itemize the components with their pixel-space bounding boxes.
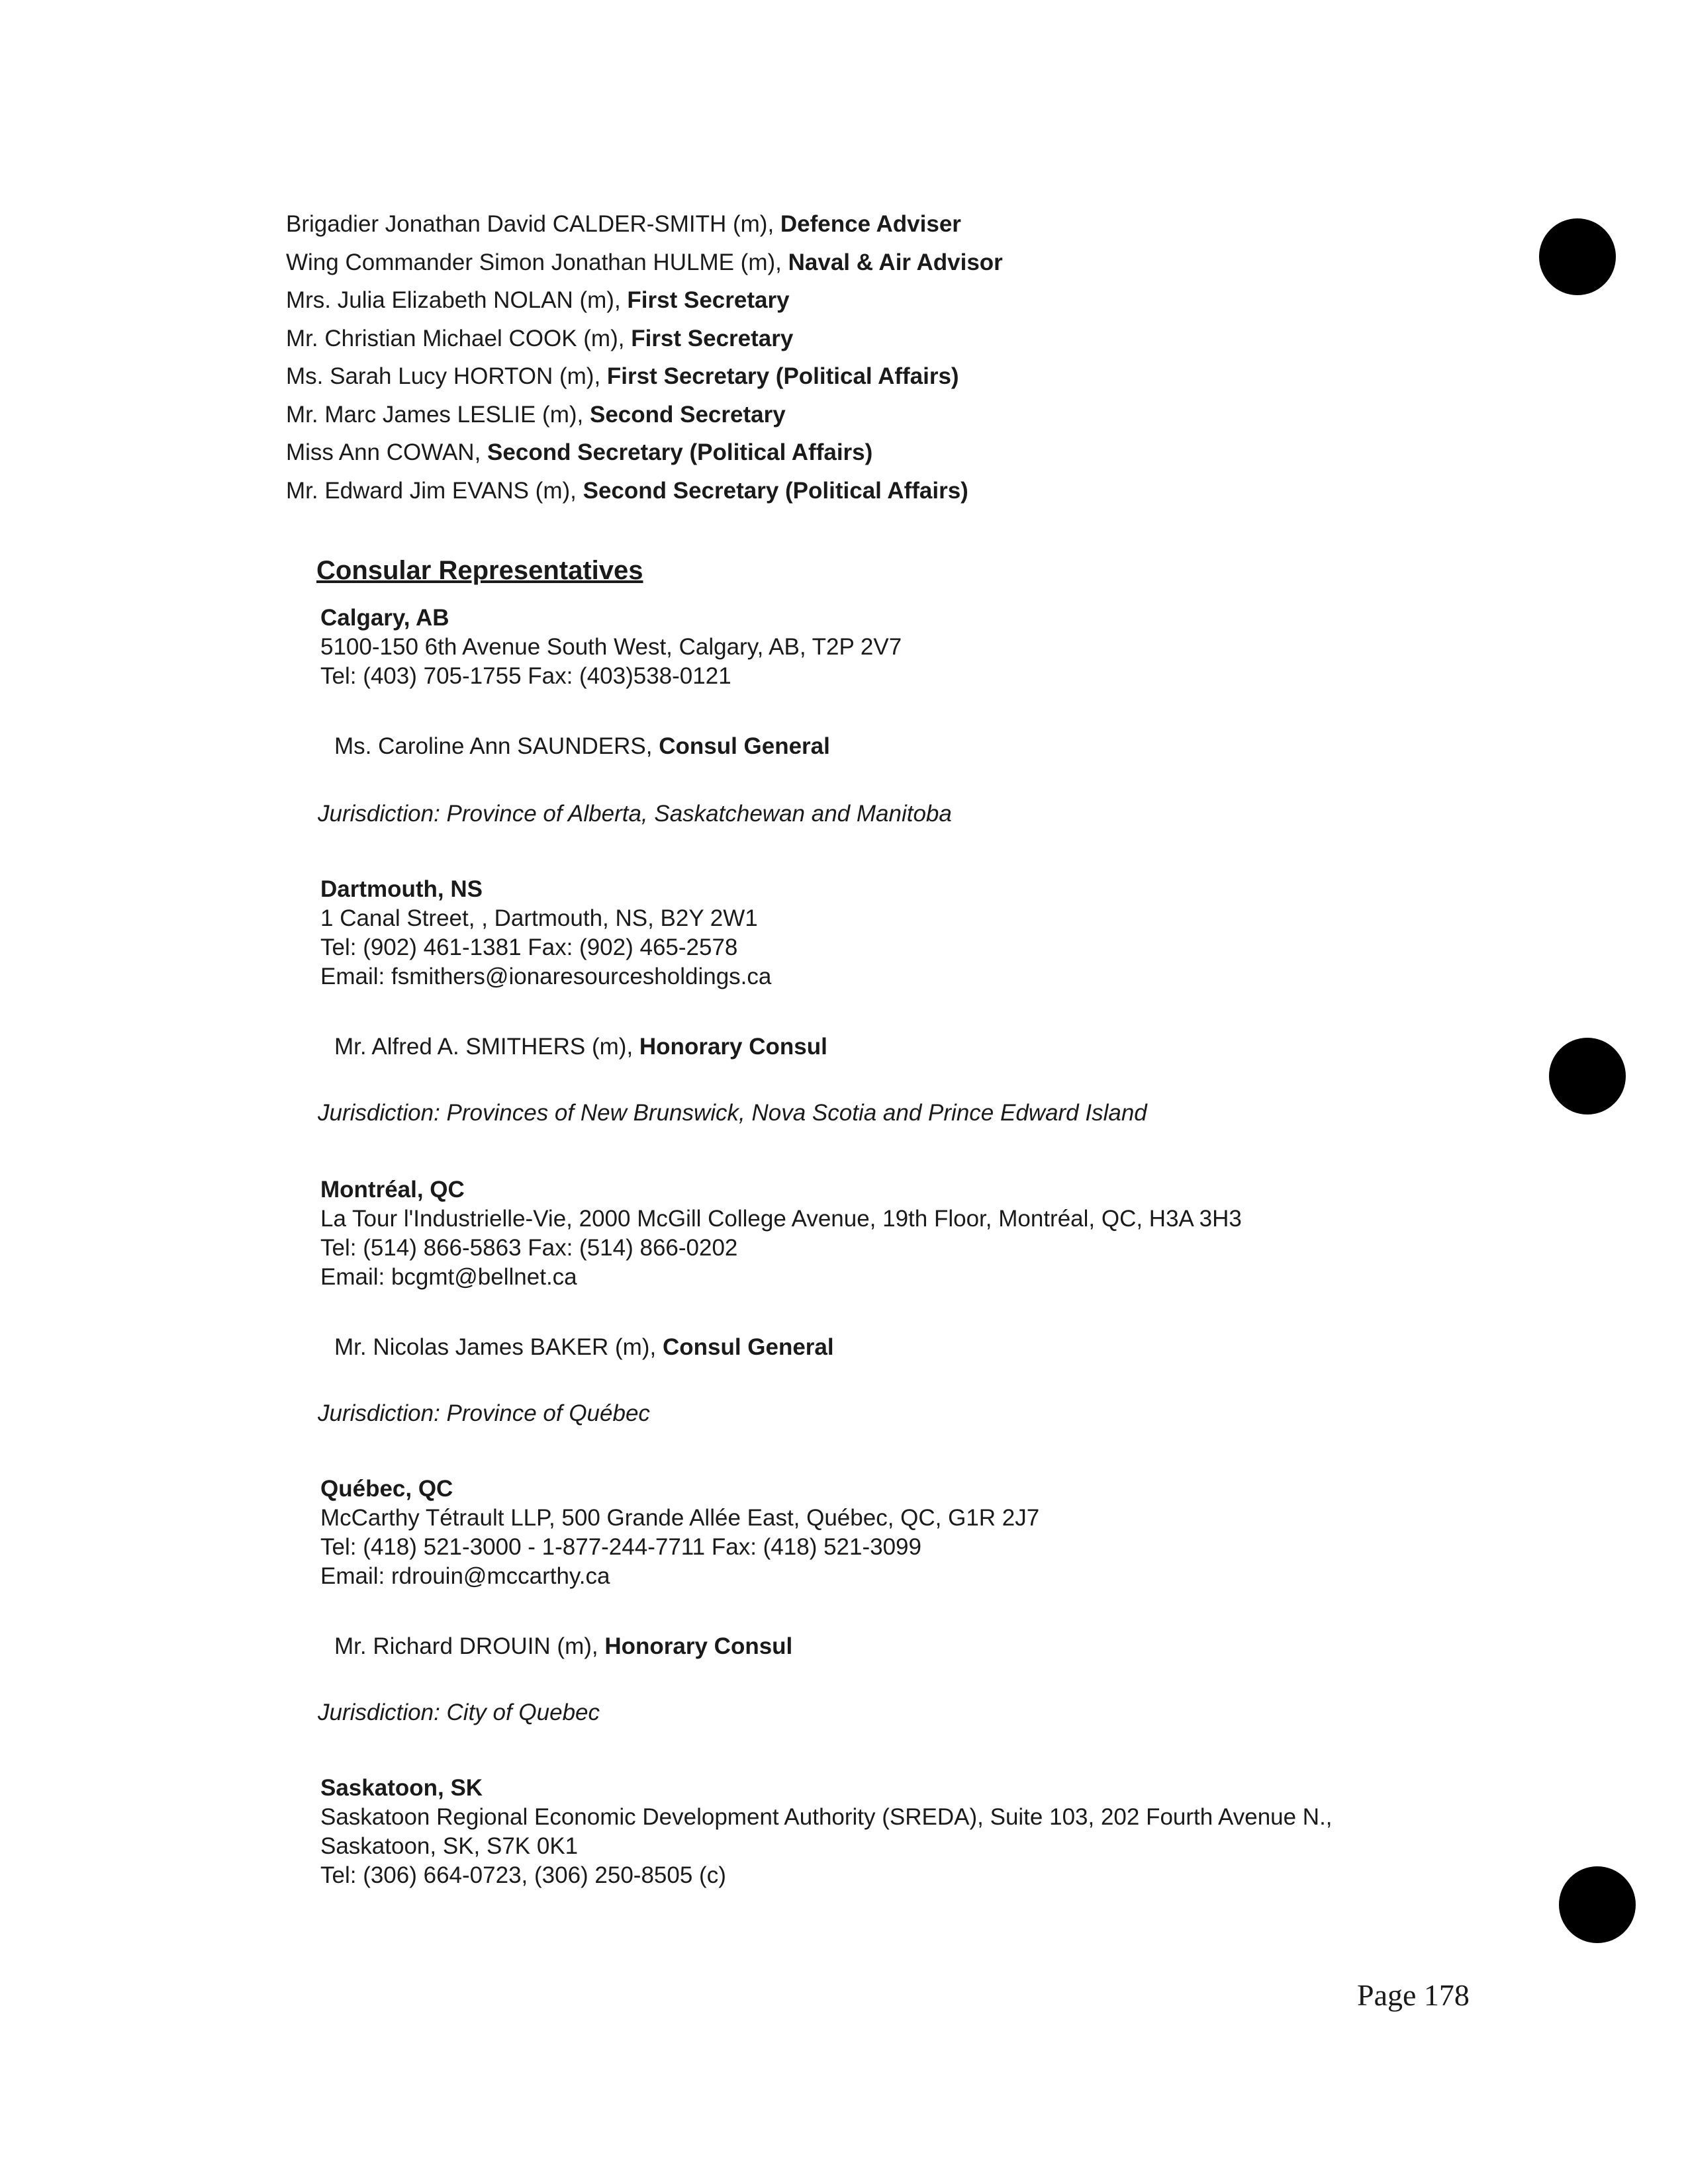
jurisdiction: Jurisdiction: City of Quebec [318,1700,600,1725]
consul-name: Mr. Richard DROUIN (m), [334,1633,598,1659]
staff-title: Second Secretary (Political Affairs) [583,477,968,504]
consulate-address: La Tour l'Industrielle-Vie, 2000 McGill College Avenue, 19th Floor, Montréal, QC, H3A 3H3 [320,1206,1242,1232]
consulate-phone: Tel: (514) 866-5863 Fax: (514) 866-0202 [320,1235,738,1261]
consulate-address: McCarthy Tétrault LLP, 500 Grande Allée East, Québec, QC, G1R 2J7 [320,1505,1040,1531]
consulate-city: Dartmouth, NS [320,876,483,902]
staff-title: Naval & Air Advisor [788,249,1003,275]
consulate-city: Saskatoon, SK [320,1775,483,1801]
consulate-email: Email: fsmithers@ionaresourcesholdings.ca [320,964,772,989]
consul-name: Mr. Alfred A. SMITHERS (m), [334,1034,633,1060]
consul-role: Honorary Consul [639,1034,827,1060]
staff-name: Brigadier Jonathan David CALDER-SMITH (m), [286,211,774,237]
jurisdiction: Jurisdiction: Provinces of New Brunswick, Nova Scotia and Prince Edward Island [318,1100,1147,1126]
consulate-phone: Tel: (403) 705-1755 Fax: (403)538-0121 [320,663,731,689]
punch-hole [1539,218,1616,295]
consulate-phone: Tel: (306) 664-0723, (306) 250-8505 (c) [320,1862,726,1888]
staff-line [286,396,1003,434]
staff-line [286,357,1003,396]
consul-name: Mr. Nicolas James BAKER (m), [334,1334,657,1360]
staff-name: Ms. Sarah Lucy HORTON (m), [286,363,601,389]
staff-line [286,281,1003,320]
consulate-quebec [320,1475,1039,1591]
staff-line [286,205,1003,244]
consulate-city: Québec, QC [320,1476,453,1502]
staff-title: First Secretary [627,287,790,313]
consulate-email: Email: rdrouin@mccarthy.ca [320,1563,610,1589]
staff-name: Mrs. Julia Elizabeth NOLAN (m), [286,287,621,313]
consul-entry [334,1334,834,1361]
consulate-saskatoon [320,1774,1333,1890]
staff-name: Mr. Marc James LESLIE (m), [286,401,584,428]
staff-title: Second Secretary (Political Affairs) [487,439,873,465]
staff-name: Wing Commander Simon Jonathan HULME (m), [286,249,782,275]
consulate-address: 1 Canal Street, , Dartmouth, NS, B2Y 2W1 [320,905,758,931]
page-number: Page 178 [1357,1978,1470,2012]
jurisdiction: Jurisdiction: Province of Alberta, Saskatchewan and Manitoba [318,801,952,827]
staff-title: First Secretary (Political Affairs) [606,363,959,389]
staff-line [286,472,1003,510]
punch-hole [1549,1038,1626,1115]
staff-line [286,320,1003,358]
consulate-dartmouth [320,875,771,991]
staff-list [286,205,1003,510]
consulate-city: Calgary, AB [320,605,449,631]
consul-entry [334,1633,792,1660]
consulate-calgary [320,604,902,691]
staff-name: Mr. Edward Jim EVANS (m), [286,477,577,504]
consulate-email: Email: bcgmt@bellnet.ca [320,1264,577,1290]
consulate-city: Montréal, QC [320,1177,465,1203]
consul-role: Honorary Consul [604,1633,793,1659]
consulate-address-line-2: Saskatoon, SK, S7K 0K1 [320,1833,579,1859]
staff-title: Second Secretary [589,401,786,428]
staff-name: Miss Ann COWAN, [286,439,481,465]
staff-title: Defence Adviser [780,211,961,237]
punch-hole [1559,1866,1636,1943]
consul-entry [334,733,830,760]
staff-line [286,433,1003,472]
consulate-address: Saskatoon Regional Economic Development Authority (SREDA), Suite 103, 202 Fourth Avenue N., [320,1804,1333,1830]
jurisdiction: Jurisdiction: Province of Québec [318,1400,650,1426]
staff-line [286,244,1003,282]
consulate-phone: Tel: (902) 461-1381 Fax: (902) 465-2578 [320,934,738,960]
section-heading: Consular Representatives [316,556,643,585]
consul-role: Consul General [659,733,830,759]
consulate-montreal [320,1175,1242,1292]
consulate-address: 5100-150 6th Avenue South West, Calgary, AB, T2P 2V7 [320,634,902,660]
staff-name: Mr. Christian Michael COOK (m), [286,325,625,351]
staff-title: First Secretary [631,325,794,351]
consul-name: Ms. Caroline Ann SAUNDERS, [334,733,653,759]
consul-role: Consul General [662,1334,834,1360]
consul-entry [334,1034,827,1060]
consulate-phone: Tel: (418) 521-3000 - 1-877-244-7711 Fax: (418) 521-3099 [320,1534,921,1560]
